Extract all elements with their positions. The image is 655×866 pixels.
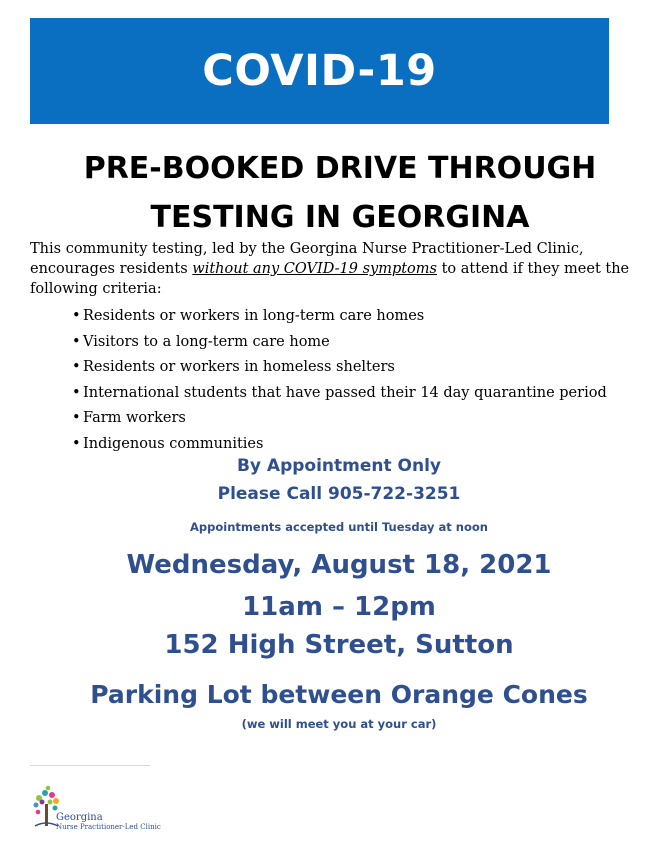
intro-paragraph [30,239,640,299]
criteria-item [72,330,647,356]
headline [20,144,655,242]
logo-subtitle: Nurse Practitioner-Led Clinic [56,823,161,831]
event-time: 11am – 12pm [242,592,436,622]
logo-name: Georgina [56,812,103,823]
event-address: 152 High Street, Sutton [164,630,514,660]
bullet-icon: • [72,333,81,350]
criteria-item [72,406,647,432]
event-location: Parking Lot between Orange Cones [90,680,588,709]
criteria-item [72,381,647,407]
appointment-deadline: Appointments accepted until Tuesday at noon [190,520,488,534]
event-date: Wednesday, August 18, 2021 [126,550,552,580]
bullet-icon: • [72,384,81,401]
criteria-item-text: Indigenous communities [83,435,264,452]
appointment-only-text: By Appointment Only [236,456,442,476]
criteria-item-text: Residents or workers in long-term care homes [83,308,425,324]
criteria-list [72,304,647,458]
bullet-icon: • [72,359,81,376]
bullet-icon: • [72,410,81,427]
bullet-icon: • [72,308,81,324]
headline-line-2: TESTING IN GEORGINA [150,200,530,235]
phone-line: Please Call 905-722-3251 [217,484,461,504]
criteria-item-text: International students that have passed their 14 day quarantine period [83,384,607,401]
criteria-item-text: Visitors to a long-term care home [83,333,330,350]
bullet-icon: • [72,435,81,452]
title-banner [30,18,609,124]
criteria-item-text: Farm workers [83,410,186,427]
intro-emphasis: without any COVID-19 symptoms [192,261,437,277]
event-note: (we will meet you at your car) [241,717,437,731]
intro-text-before: This community testing, led by the Georgina Nurse Practitioner-Led Clinic, encourages residents [30,241,584,277]
criteria-item [72,355,647,381]
headline-line-1: PRE-BOOKED DRIVE THROUGH [83,151,597,186]
criteria-item-text: Residents or workers in homeless shelters [83,359,395,376]
clinic-logo-text [56,813,161,831]
footer-divider [30,765,150,766]
criteria-item [72,304,647,330]
banner-title: COVID-19 [202,46,437,96]
criteria-item [72,432,647,458]
intro-text-after: to attend if they meet the following criteria: [30,261,630,297]
